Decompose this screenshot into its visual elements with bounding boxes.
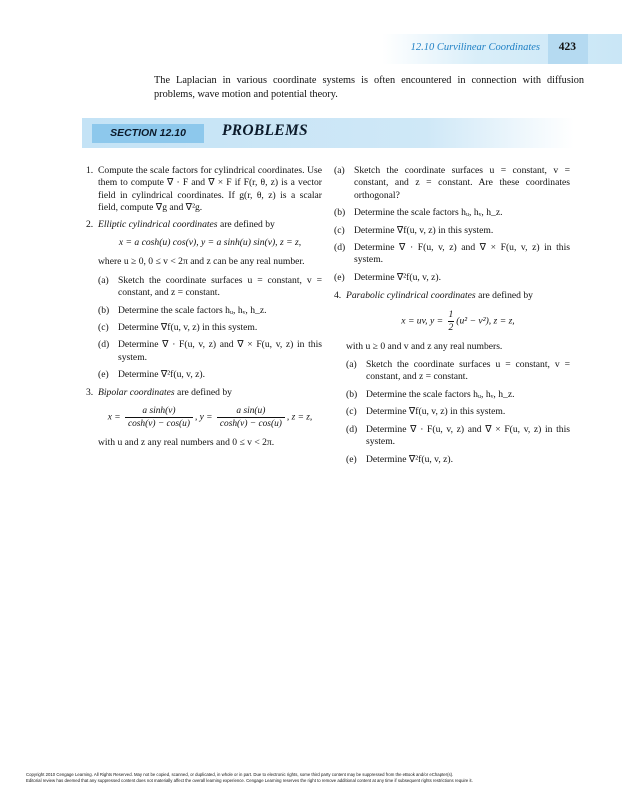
problem-1 <box>86 165 322 215</box>
fraction <box>448 309 455 334</box>
item-label: (c) <box>346 406 357 418</box>
item-label: (a) <box>334 165 345 176</box>
fraction-numerator: 1 <box>448 308 454 320</box>
item-label: (d) <box>334 242 346 254</box>
problem-4 <box>334 290 570 466</box>
problem-2 <box>86 219 322 382</box>
equation-part: x = <box>107 412 121 423</box>
item-text: Determine ∇f(u, v, z) in this system. <box>366 406 506 418</box>
section-label: SECTION 12.10 <box>92 124 204 143</box>
fraction-denominator: cosh(v) − cos(u) <box>127 419 190 430</box>
item-text: Sketch the coordinate surfaces u = constant, v = constant, and z = constant. <box>366 359 570 383</box>
problem-text: are defined by <box>217 218 275 230</box>
item-label: (c) <box>98 322 109 334</box>
list-item <box>334 272 570 284</box>
list-item <box>98 339 322 364</box>
equation-part: x = uv, y = <box>401 315 444 327</box>
item-label: (b) <box>334 207 346 219</box>
copyright-footer <box>26 772 606 784</box>
problem-term: Bipolar coordinates <box>98 386 175 398</box>
item-text: Determine ∇f(u, v, z) in this system. <box>118 322 258 334</box>
problem-number: 4. <box>334 290 342 302</box>
item-text: Determine ∇²f(u, v, z). <box>118 369 205 381</box>
fraction <box>217 405 285 430</box>
page-number: 423 <box>558 41 576 53</box>
equation-part: (u² − v²), z = z, <box>456 315 515 327</box>
item-label: (e) <box>334 271 345 283</box>
list-item <box>346 359 570 384</box>
domain-note: where u ≥ 0, 0 ≤ v < 2π and z can be any real number. <box>98 256 305 268</box>
fraction-numerator: a sinh(v) <box>125 405 193 418</box>
problem-term: Parabolic cylindrical coordinates <box>346 290 476 302</box>
running-title: 12.10 Curvilinear Coordinates <box>410 42 540 53</box>
equation-part: , y = <box>194 412 213 423</box>
item-text: Determine the scale factors hᵤ, hᵥ, h_z. <box>366 388 515 400</box>
section-title: PROBLEMS <box>222 122 308 139</box>
item-text: Determine ∇²f(u, v, z). <box>366 453 453 465</box>
item-label: (c) <box>334 224 345 236</box>
domain-note: with u and z any real numbers and 0 ≤ v < 2π. <box>98 437 275 449</box>
running-header <box>382 34 622 64</box>
problem-text: are defined by <box>174 386 232 398</box>
problem-continuation <box>334 165 570 284</box>
problem-term: Elliptic cylindrical coordinates <box>98 218 218 230</box>
list-item <box>334 207 570 219</box>
equation <box>346 309 570 334</box>
item-text: Determine ∇²f(u, v, z). <box>354 271 441 283</box>
list-item <box>346 454 570 466</box>
item-text: Determine ∇ · F(u, v, z) and ∇ × F(u, v, z) in this system. <box>354 242 570 266</box>
item-text: Sketch the coordinate surfaces u = constant, v = constant, and z = constant. <box>118 274 322 299</box>
list-item <box>98 305 322 317</box>
right-column <box>334 165 570 471</box>
item-label: (a) <box>346 359 357 371</box>
problem-number: 3. <box>86 386 94 398</box>
list-item <box>346 406 570 418</box>
item-label: (a) <box>98 274 109 286</box>
equation <box>98 405 322 430</box>
fraction-denominator: 2 <box>448 321 454 333</box>
list-item <box>346 389 570 401</box>
list-item <box>346 424 570 449</box>
item-text: Sketch the coordinate surfaces u = constant, v = constant, and z = constant. Are these coordinates orthogonal? <box>354 165 570 201</box>
list-item <box>334 242 570 267</box>
list-item <box>98 275 322 300</box>
equation: x = a cosh(u) cos(v), y = a sinh(u) sin(v), z = z, <box>118 237 302 249</box>
item-text: Determine the scale factors hᵤ, hᵥ, h_z. <box>354 207 503 219</box>
item-label: (e) <box>346 453 357 465</box>
intro-paragraph: The Laplacian in various coordinate systems is often encountered in connection with diffusion problems, wave motion and potential theory. <box>154 75 584 100</box>
problem-3 <box>86 387 322 450</box>
list-item <box>334 225 570 237</box>
problem-text: Compute the scale factors for cylindrical coordinates. Use them to compute ∇ · F and ∇ × F if F(r, θ, z) is a vector field in cylindrical coordinates. If g(r, θ, z) is a scalar field, compute ∇g and ∇²g. <box>98 165 322 214</box>
problem-number: 2. <box>86 218 94 230</box>
item-text: Determine ∇f(u, v, z) in this system. <box>354 224 494 236</box>
problem-number: 1. <box>86 165 94 176</box>
left-column <box>86 165 322 456</box>
fraction-numerator: a sin(u) <box>217 405 285 418</box>
item-label: (d) <box>346 423 358 435</box>
fraction <box>125 405 193 430</box>
list-item <box>98 322 322 334</box>
item-label: (b) <box>98 304 110 316</box>
item-text: Determine ∇ · F(u, v, z) and ∇ × F(u, v, z) in this system. <box>366 423 570 448</box>
item-label: (b) <box>346 388 358 400</box>
equation-part: , z = z, <box>286 412 313 423</box>
item-label: (e) <box>98 369 109 381</box>
item-text: Determine ∇ · F(u, v, z) and ∇ × F(u, v, z) in this system. <box>118 339 322 363</box>
fraction-denominator: cosh(v) − cos(u) <box>219 419 282 430</box>
item-text: Determine the scale factors hᵤ, hᵥ, h_z. <box>118 304 267 316</box>
list-item <box>98 369 322 381</box>
problem-text: are defined by <box>475 290 533 302</box>
domain-note: with u ≥ 0 and v and z any real numbers. <box>346 340 503 352</box>
item-label: (d) <box>98 339 110 351</box>
footer-line: Copyright 2010 Cengage Learning. All Rights Reserved. May not be copied, scanned, or duplicated, in whole or in part. Due to electronic rights, some third party content may be suppressed from the eBook and/or eChapter(s). <box>26 772 454 777</box>
footer-line: Editorial review has deemed that any suppressed content does not materially affect the overall learning experience. Cengage Learning reserves the right to remove additional content at any time if subsequent rights restrictions require it. <box>26 778 473 783</box>
list-item <box>334 165 570 202</box>
